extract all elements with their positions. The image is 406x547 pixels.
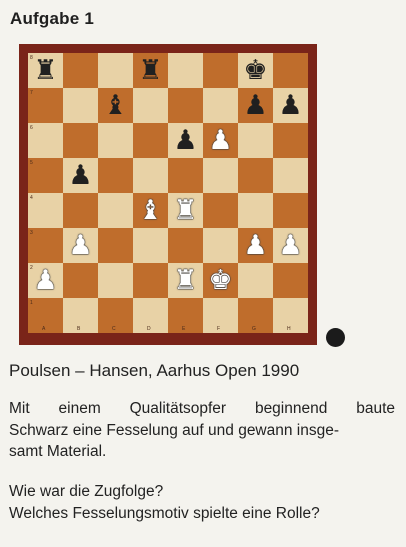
white-pawn-icon: ♟ — [208, 125, 233, 156]
square-c1 — [98, 298, 133, 333]
square-e1 — [168, 298, 203, 333]
square-h5 — [273, 158, 308, 193]
square-f3 — [203, 228, 238, 263]
page-title: Aufgabe 1 — [10, 9, 94, 28]
square-d7 — [133, 88, 168, 123]
square-c7 — [98, 88, 133, 123]
file-label-f: F — [217, 326, 221, 332]
square-c5 — [98, 158, 133, 193]
question-1: Wie war die Zugfolge? — [9, 483, 164, 500]
square-c3 — [98, 228, 133, 263]
black-rook-icon: ♜ — [138, 55, 163, 86]
square-b7 — [63, 88, 98, 123]
square-e8 — [168, 53, 203, 88]
square-d1 — [133, 298, 168, 333]
square-g6 — [238, 123, 273, 158]
rank-label-4: 4 — [30, 195, 33, 201]
square-f4 — [203, 193, 238, 228]
square-g3 — [238, 228, 273, 263]
rank-label-2: 2 — [30, 265, 33, 271]
square-h7 — [273, 88, 308, 123]
white-king-icon: ♚ — [208, 265, 233, 296]
square-g8 — [238, 53, 273, 88]
file-label-c: C — [112, 326, 116, 332]
square-h6 — [273, 123, 308, 158]
file-label-a: A — [42, 326, 46, 332]
square-a5 — [28, 158, 63, 193]
white-rook-icon: ♜ — [173, 265, 198, 296]
square-b3 — [63, 228, 98, 263]
square-b2 — [63, 263, 98, 298]
rank-label-1: 1 — [30, 300, 33, 306]
square-e4 — [168, 193, 203, 228]
square-a1 — [28, 298, 63, 333]
square-c4 — [98, 193, 133, 228]
square-g7 — [238, 88, 273, 123]
black-pawn-icon: ♟ — [243, 90, 268, 121]
rank-label-6: 6 — [30, 125, 33, 131]
white-rook-icon: ♜ — [173, 195, 198, 226]
square-f5 — [203, 158, 238, 193]
square-a4 — [28, 193, 63, 228]
black-king-icon: ♚ — [243, 55, 268, 86]
black-bishop-icon: ♝ — [103, 90, 128, 121]
square-d5 — [133, 158, 168, 193]
chessboard — [28, 53, 308, 333]
file-label-h: H — [287, 326, 291, 332]
square-a3 — [28, 228, 63, 263]
square-d2 — [133, 263, 168, 298]
square-g4 — [238, 193, 273, 228]
square-h1 — [273, 298, 308, 333]
square-c6 — [98, 123, 133, 158]
square-e6 — [168, 123, 203, 158]
square-g5 — [238, 158, 273, 193]
square-h3 — [273, 228, 308, 263]
square-c8 — [98, 53, 133, 88]
square-a6 — [28, 123, 63, 158]
square-f2 — [203, 263, 238, 298]
square-f6 — [203, 123, 238, 158]
rank-label-5: 5 — [30, 160, 33, 166]
square-b1 — [63, 298, 98, 333]
square-d3 — [133, 228, 168, 263]
square-b6 — [63, 123, 98, 158]
square-e2 — [168, 263, 203, 298]
square-b5 — [63, 158, 98, 193]
rank-label-7: 7 — [30, 90, 33, 96]
white-pawn-icon: ♟ — [243, 230, 268, 261]
questions — [9, 481, 399, 524]
square-c2 — [98, 263, 133, 298]
square-a7 — [28, 88, 63, 123]
game-reference: Poulsen – Hansen, Aarhus Open 1990 — [9, 361, 300, 380]
file-label-g: G — [252, 326, 256, 332]
square-h8 — [273, 53, 308, 88]
black-rook-icon: ♜ — [33, 55, 58, 86]
white-pawn-icon: ♟ — [278, 230, 303, 261]
square-g1 — [238, 298, 273, 333]
square-f1 — [203, 298, 238, 333]
question-2: Welches Fesselungsmotiv spielte eine Rolle? — [9, 504, 320, 522]
task-line-1: Mit einem Qualitätsopfer beginnend baute — [9, 400, 395, 417]
white-bishop-icon: ♝ — [138, 195, 163, 226]
square-f7 — [203, 88, 238, 123]
black-to-move-indicator — [326, 328, 345, 347]
task-line-2: Schwarz eine Fesselung auf und gewann insge- — [9, 421, 340, 439]
black-pawn-icon: ♟ — [278, 90, 303, 121]
square-a2 — [28, 263, 63, 298]
square-e5 — [168, 158, 203, 193]
file-label-d: D — [147, 326, 151, 332]
rank-label-3: 3 — [30, 230, 33, 236]
square-b8 — [63, 53, 98, 88]
file-label-b: B — [77, 326, 81, 332]
task-line-3: samt Material. — [9, 443, 107, 460]
square-e3 — [168, 228, 203, 263]
square-g2 — [238, 263, 273, 298]
square-e7 — [168, 88, 203, 123]
file-label-e: E — [182, 326, 186, 332]
square-h2 — [273, 263, 308, 298]
square-d8 — [133, 53, 168, 88]
square-d6 — [133, 123, 168, 158]
white-pawn-icon: ♟ — [33, 265, 58, 296]
square-a8 — [28, 53, 63, 88]
square-b4 — [63, 193, 98, 228]
square-d4 — [133, 193, 168, 228]
square-h4 — [273, 193, 308, 228]
rank-label-8: 8 — [30, 55, 33, 61]
chessboard-frame — [19, 44, 317, 345]
black-pawn-icon: ♟ — [68, 160, 93, 191]
white-pawn-icon: ♟ — [68, 230, 93, 261]
task-description — [9, 398, 395, 463]
square-f8 — [203, 53, 238, 88]
black-pawn-icon: ♟ — [173, 125, 198, 156]
